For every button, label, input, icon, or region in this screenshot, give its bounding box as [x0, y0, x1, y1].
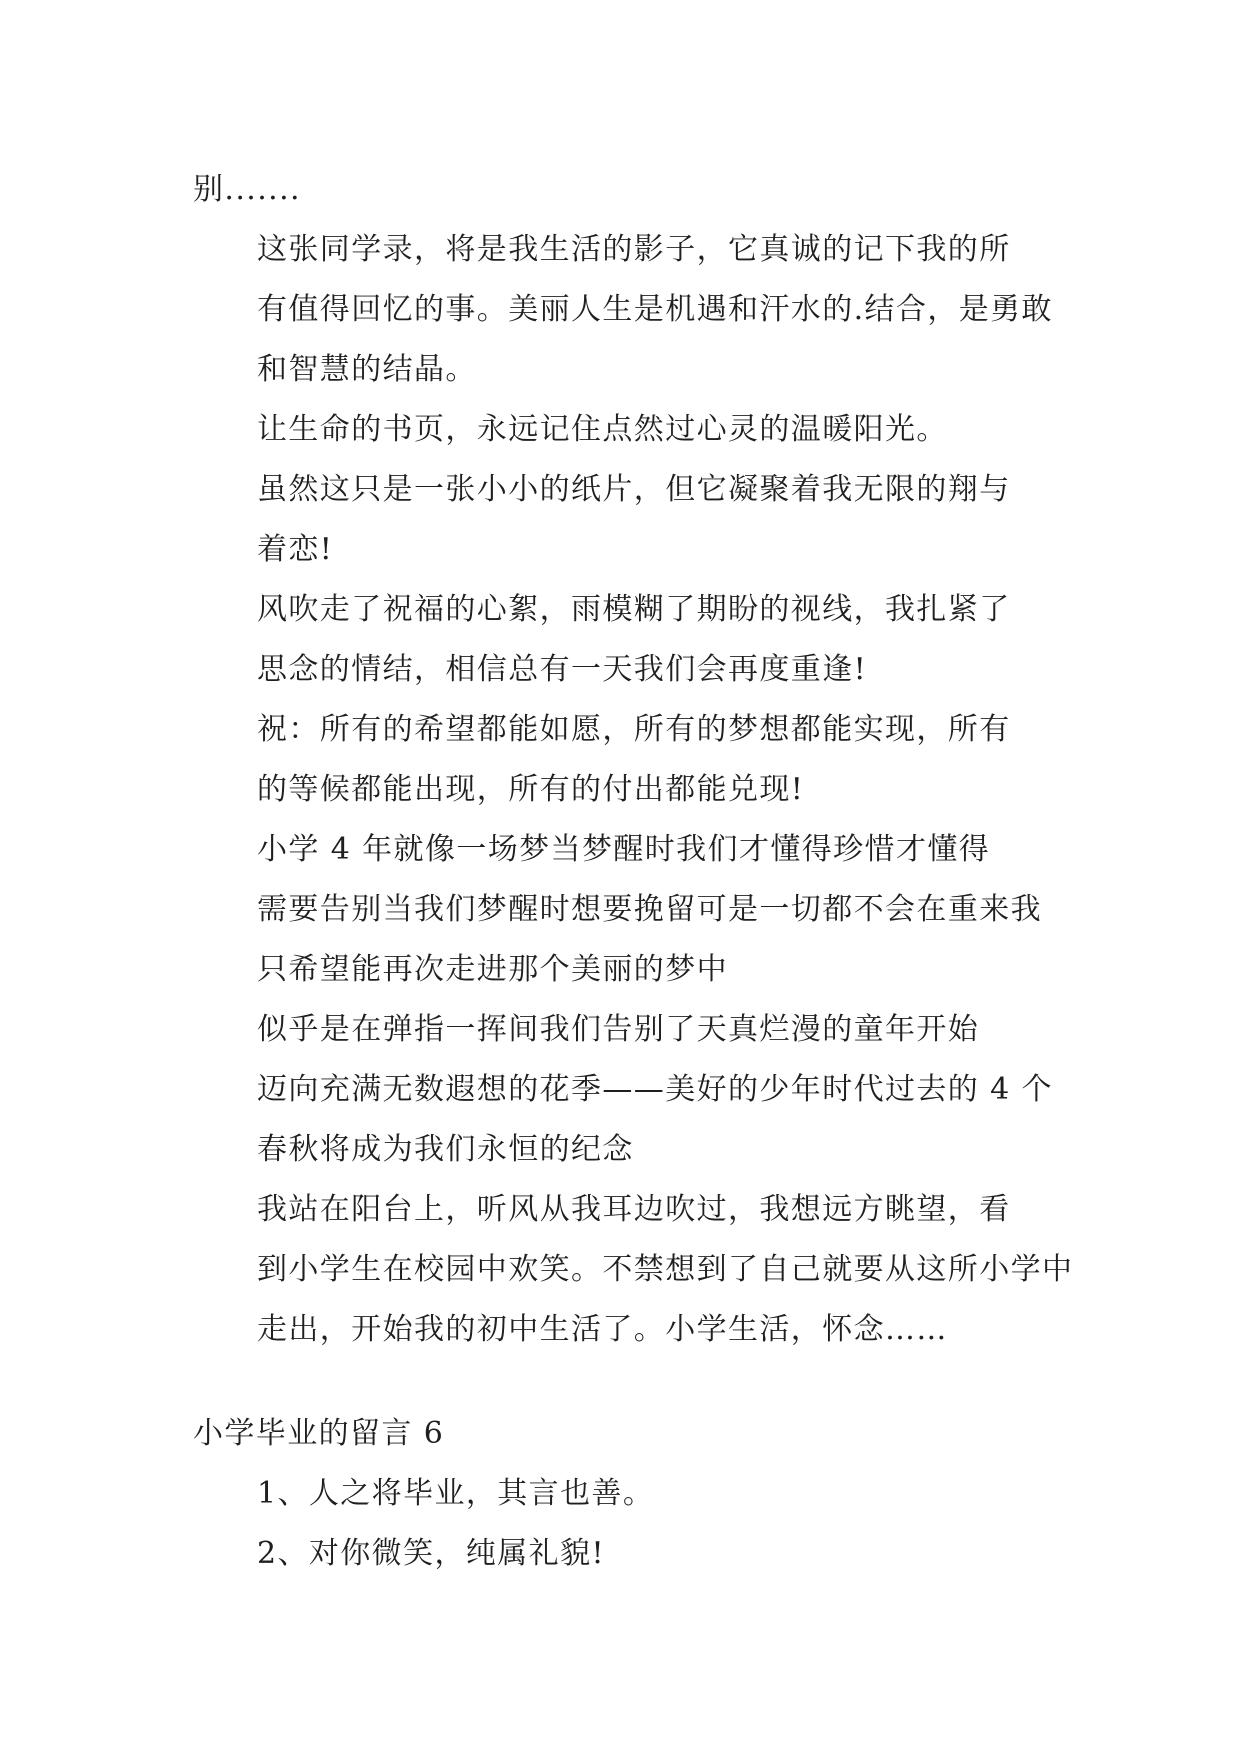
section-gap: [193, 1360, 1053, 1404]
text-line: 似乎是在弹指一挥间我们告别了天真烂漫的童年开始: [257, 1012, 980, 1047]
document-page: [193, 160, 1074, 1584]
text-line: 这张同学录，将是我生活的影子，它真诚的记下我的所: [257, 232, 1011, 267]
paragraph-balcony: [193, 1180, 1074, 1360]
paragraph-childhood: [193, 1000, 1053, 1180]
text-line: 迈向充满无数遐想的花季——美好的少年时代过去的 4 个: [257, 1072, 1053, 1107]
text-line: 让生命的书页，永远记住点然过心灵的温暖阳光。: [257, 412, 948, 447]
text-line: 着恋!: [257, 532, 334, 567]
paragraph-wishes: [193, 700, 1053, 820]
paragraph-book-of-life: [193, 400, 1053, 460]
list-item: [193, 1524, 1053, 1584]
text-line: 需要告别当我们梦醒时想要挽留可是一切都不会在重来我: [257, 892, 1042, 927]
paragraph-dream: [193, 820, 1053, 1000]
text-line: 的等候都能出现，所有的付出都能兑现!: [257, 772, 805, 807]
text-line: 祝：所有的希望都能如愿，所有的梦想都能实现，所有: [257, 712, 1011, 747]
section-heading-text: 小学毕业的留言 6: [193, 1416, 445, 1451]
text-line: 小学 4 年就像一场梦当梦醒时我们才懂得珍惜才懂得: [257, 832, 991, 867]
text-line: 虽然这只是一张小小的纸片，但它凝聚着我无限的翔与: [257, 472, 1011, 507]
paragraph-wind-and-rain: [193, 580, 1053, 700]
section-heading: [193, 1404, 1053, 1464]
text-line: 风吹走了祝福的心絮，雨模糊了期盼的视线，我扎紧了: [257, 592, 1011, 627]
text-line: 只希望能再次走进那个美丽的梦中: [257, 952, 728, 987]
text-line: 我站在阳台上，听风从我耳边吹过，我想远方眺望，看: [257, 1192, 1011, 1227]
text-line: 2、对你微笑，纯属礼貌!: [257, 1536, 605, 1571]
text-line: 和智慧的结晶。: [257, 352, 477, 387]
list-item: [193, 1464, 1053, 1524]
text-line: 有值得回忆的事。美丽人生是机遇和汗水的.结合，是勇敢: [257, 292, 1053, 327]
text-line: 春秋将成为我们永恒的纪念: [257, 1132, 634, 1167]
text-line: 走出，开始我的初中生活了。小学生活，怀念……: [257, 1312, 948, 1347]
paragraph-small-card: [193, 460, 1053, 580]
text-line: 别.......: [193, 172, 301, 207]
text-line: 1、人之将毕业，其言也善。: [257, 1476, 655, 1511]
paragraph-continuation: [193, 160, 1053, 220]
text-line: 思念的情结，相信总有一天我们会再度重逢!: [257, 652, 868, 687]
paragraph-class-album: [193, 220, 1053, 400]
text-line: 到小学生在校园中欢笑。不禁想到了自己就要从这所小学中: [257, 1252, 1074, 1287]
